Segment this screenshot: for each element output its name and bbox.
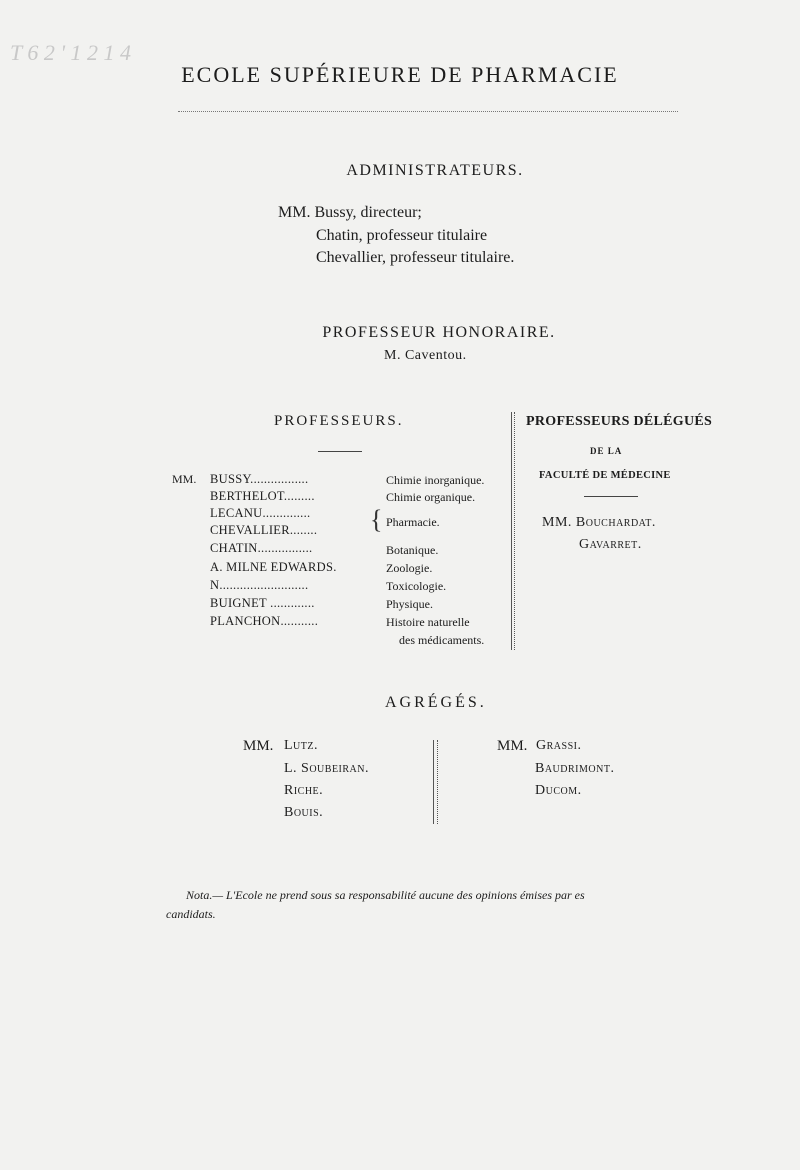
honoraire-heading: PROFESSEUR HONORAIRE.	[322, 324, 556, 341]
prof-subject-chatin: Botanique.	[386, 543, 439, 557]
title-rule	[178, 111, 678, 112]
pharmacie-brace-icon: {	[370, 505, 383, 534]
administrateurs-heading: ADMINISTRATEURS.	[346, 162, 524, 179]
agrege-ducom: Ducom.	[535, 783, 582, 798]
agrege-baudrimont: Baudrimont.	[535, 761, 615, 776]
nota-line-1: Nota.— L'Ecole ne prend sous sa responsabilité aucune des opinions émises par es	[186, 888, 585, 902]
prof-subject-bussy: Chimie inorganique.	[386, 473, 485, 487]
agreges-separator-line-secondary	[437, 740, 438, 824]
agreges-heading: AGRÉGÉS.	[385, 694, 487, 711]
prof-subject-continuation: des médicaments.	[399, 633, 485, 647]
professeurs-dash	[318, 451, 362, 452]
professeurs-prefix: MM.	[172, 472, 197, 486]
prof-name-chatin: CHATIN................	[210, 541, 313, 555]
delegues-de-la: DE LA	[590, 446, 623, 456]
agreges-prefix-left: MM.	[243, 738, 274, 754]
prof-subject-n: Toxicologie.	[386, 579, 447, 593]
professeurs-heading: PROFESSEURS.	[274, 413, 404, 429]
nota-line-2: candidats.	[166, 907, 216, 921]
agrege-lutz: Lutz.	[284, 738, 318, 753]
delegues-line-2: Gavarret.	[579, 537, 642, 552]
prof-subject-berthelot: Chimie organique.	[386, 490, 476, 504]
agreges-prefix-right: MM.	[497, 738, 528, 754]
agrege-soubeiran: L. Soubeiran.	[284, 761, 370, 776]
delegues-dash	[584, 496, 638, 497]
prof-name-buignet: BUIGNET .............	[210, 596, 315, 610]
delegues-faculte: FACULTÉ DE MÉDECINE	[539, 470, 671, 481]
honoraire-name: M. Caventou.	[384, 348, 467, 363]
prof-name-bussy: BUSSY.................	[210, 472, 309, 486]
prof-subject-buignet: Physique.	[386, 597, 434, 611]
admin-line-3: Chevallier, professeur titulaire.	[316, 249, 515, 266]
prof-subject-planchon: Histoire naturelle	[386, 615, 470, 629]
agrege-riche: Riche.	[284, 783, 324, 798]
prof-name-lecanu: LECANU..............	[210, 506, 311, 520]
handwritten-shelfmark: T 6 2 ' 1 2 1 4	[10, 40, 132, 65]
prof-name-chevallier: CHEVALLIER........	[210, 523, 318, 537]
prof-name-berthelot: BERTHELOT.........	[210, 489, 315, 503]
prof-subject-pharmacie: Pharmacie.	[386, 515, 440, 529]
agrege-bouis: Bouis.	[284, 805, 324, 820]
prof-name-n: N..........................	[210, 578, 309, 592]
page-title: ECOLE SUPÉRIEURE DE PHARMACIE	[181, 62, 619, 87]
column-separator-line	[511, 412, 512, 650]
agreges-separator-line	[433, 740, 434, 824]
admin-line-2: Chatin, professeur titulaire	[316, 227, 488, 244]
prof-name-planchon: PLANCHON...........	[210, 614, 319, 628]
agrege-grassi: Grassi.	[536, 738, 582, 753]
admin-line-1: MM. Bussy, directeur;	[278, 204, 422, 221]
delegues-heading: PROFESSEURS DÉLÉGUÉS	[526, 414, 713, 429]
column-separator-line-secondary	[514, 412, 515, 650]
delegues-line-1: MM. Bouchardat.	[542, 515, 656, 530]
prof-subject-milne-edwards: Zoologie.	[386, 561, 433, 575]
prof-name-milne-edwards: A. MILNE EDWARDS.	[210, 560, 337, 574]
